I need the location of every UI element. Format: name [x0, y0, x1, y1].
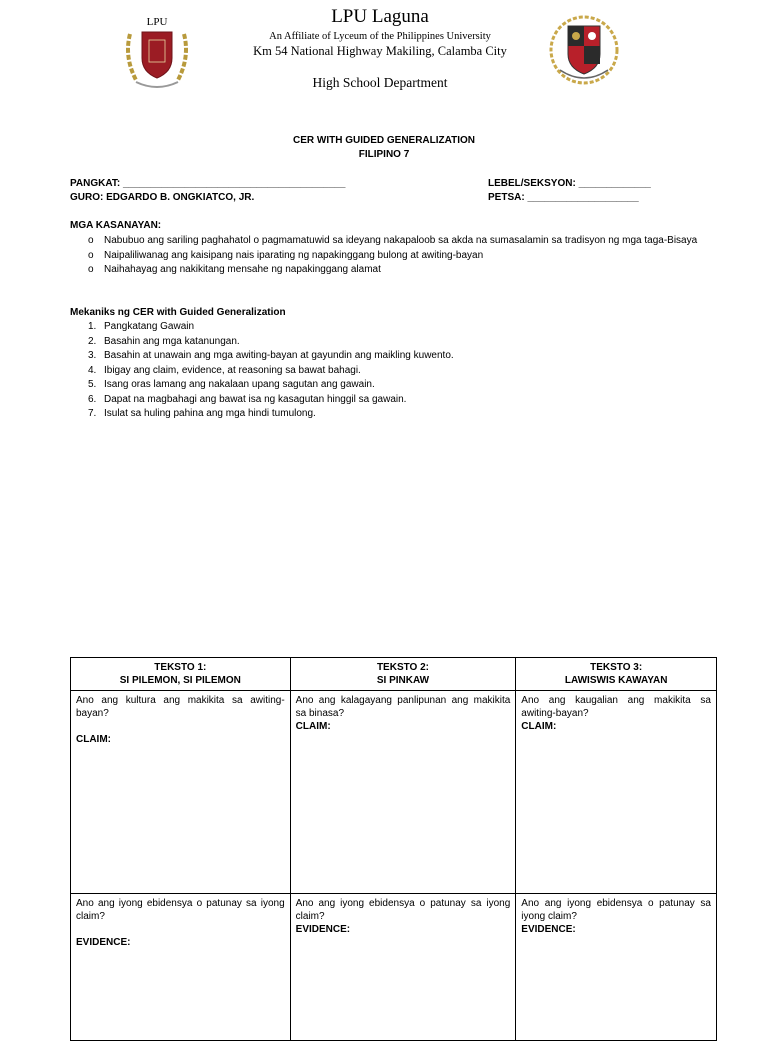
mekaniks-item: 6. Dapat na magbahagi ang bawat isa ng kasagutan hinggil sa gawain.	[88, 393, 407, 405]
circle-bullet-icon: o	[88, 249, 94, 261]
kasanayan-heading: MGA KASANAYAN:	[70, 220, 162, 231]
kasanayan-item: o Naihahayag ang nakikitang mensahe ng napakinggang alamat	[70, 263, 710, 278]
petsa-field: PETSA: ____________________	[488, 192, 639, 203]
letterhead-text	[250, 4, 510, 92]
mekaniks-item: 1. Pangkatang Gawain	[88, 321, 195, 332]
mekaniks-item: 3. Basahin at unawain ang mga awiting-bayan at gayundin ang maikling kuwento.	[88, 350, 454, 361]
document-subject: FILIPINO 7	[358, 149, 410, 160]
school-name: LPU Laguna	[331, 6, 429, 27]
table-row-claim	[71, 691, 717, 894]
guro-field: GURO: EDGARDO B. ONGKIATCO, JR.	[70, 192, 255, 203]
column-header-teksto-3: TEKSTO 3: LAWISWIS KAWAYAN	[516, 658, 717, 691]
kasanayan-item: o Nabubuo ang sariling paghahatol o pagmamatuwid sa ideyang nakapaloob sa akda na sumasalamin sa tradisyon ng mga taga-Bisaya	[70, 234, 710, 249]
circle-bullet-icon: o	[88, 264, 94, 275]
evidence-cell-2[interactable]: Ano ang iyong ebidensya o patunay sa iyong claim? EVIDENCE:	[290, 894, 516, 1041]
kasanayan-list	[70, 234, 710, 278]
mekaniks-item: 5. Isang oras lamang ang nakalaan upang sagutan ang gawain.	[88, 379, 375, 390]
column-header-teksto-1: TEKSTO 1: SI PILEMON, SI PILEMON	[71, 658, 291, 691]
evidence-cell-1[interactable]: Ano ang iyong ebidensya o patunay sa iyong claim? EVIDENCE:	[71, 894, 291, 1041]
claim-cell-1[interactable]: Ano ang kultura ang makikita sa awiting-bayan? CLAIM:	[71, 691, 291, 894]
school-affiliate: An Affiliate of Lyceum of the Philippines University	[269, 31, 491, 42]
claim-cell-2[interactable]: Ano ang kalagayang panlipunan ang makikita sa binasa? CLAIM:	[290, 691, 516, 894]
lebel-seksyon-field: LEBEL/SEKSYON: _____________	[488, 178, 651, 189]
school-department: High School Department	[312, 75, 448, 90]
table-row-evidence	[71, 894, 717, 1041]
high-school-seal-logo	[548, 14, 620, 86]
mekaniks-item: 2. Basahin ang mga katanungan.	[88, 335, 240, 347]
evidence-cell-3[interactable]: Ano ang iyong ebidensya o patunay sa iyong claim? EVIDENCE:	[516, 894, 717, 1041]
svg-text:LPU: LPU	[146, 16, 168, 28]
lpu-seal-logo	[122, 12, 192, 92]
mekaniks-heading: Mekaniks ng CER with Guided Generalization	[70, 307, 286, 318]
circle-bullet-icon: o	[88, 235, 94, 246]
mekaniks-list	[70, 320, 710, 422]
claim-cell-3[interactable]: Ano ang kaugalian ang makikita sa awiting-bayan? CLAIM:	[516, 691, 717, 894]
school-address: Km 54 National Highway Makiling, Calamba City	[253, 44, 507, 58]
cer-table	[70, 657, 717, 1041]
column-header-teksto-2: TEKSTO 2: SI PINKAW	[290, 658, 516, 691]
table-header-row	[71, 658, 717, 691]
letterhead	[100, 0, 660, 108]
mekaniks-item: 4. Ibigay ang claim, evidence, at reasoning sa bawat bahagi.	[88, 364, 361, 376]
pangkat-field: PANGKAT: ________________________________________	[70, 178, 346, 189]
mekaniks-item: 7. Isulat sa huling pahina ang mga hindi tumulong.	[88, 408, 316, 419]
document-title: CER WITH GUIDED GENERALIZATION	[292, 135, 476, 146]
kasanayan-item: o Naipaliliwanag ang kaisipang nais iparating ng napakinggang bulong at awiting-bayan	[70, 249, 710, 264]
